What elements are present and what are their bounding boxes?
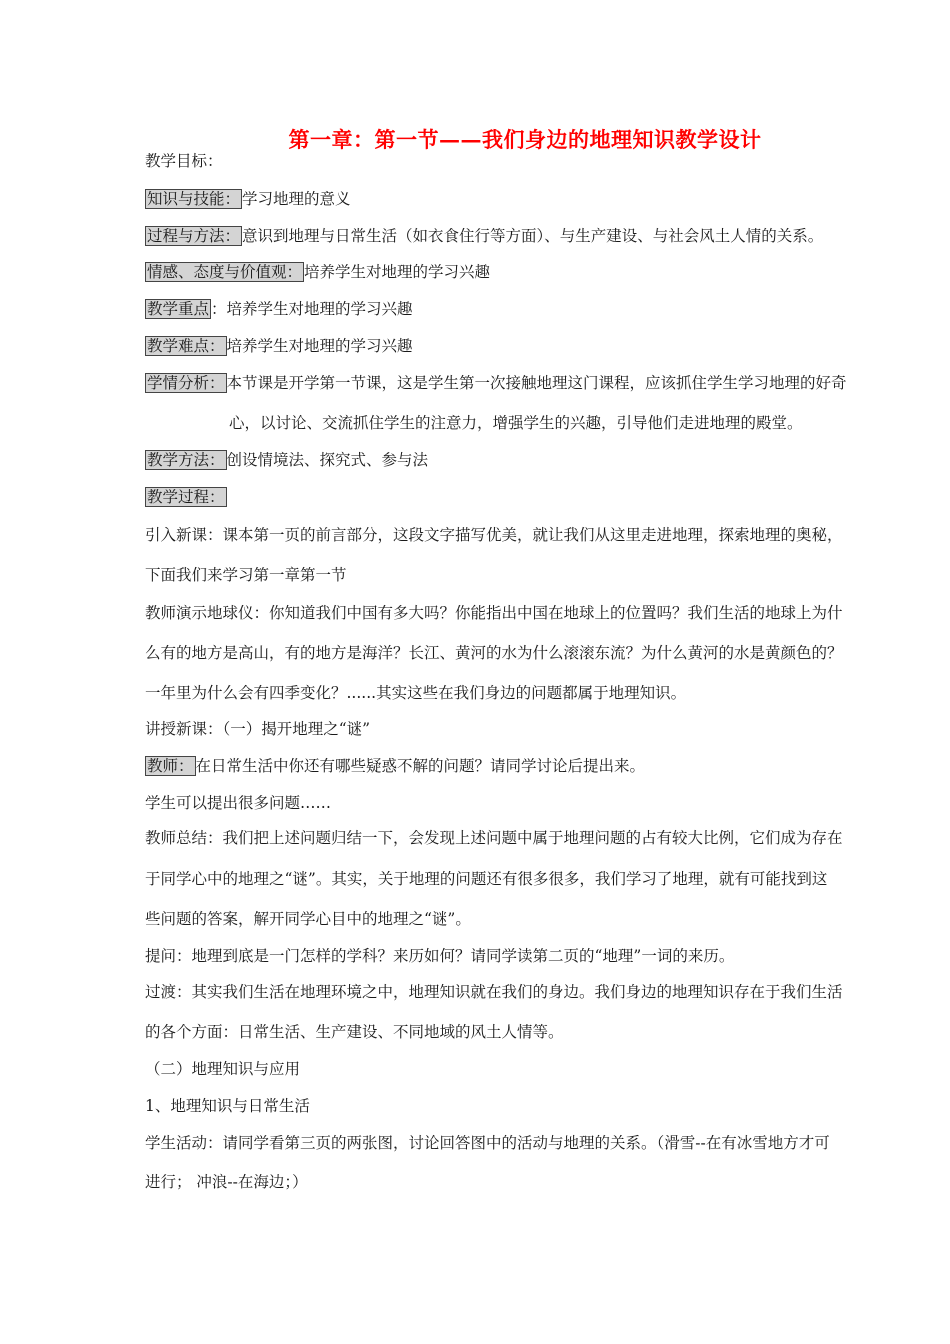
emotion-label: 情感、态度与价值观： [147,263,303,281]
knowledge-text: 学习地理的意义 [242,190,351,208]
analysis-label: 学情分析： [147,374,225,392]
analysis-line-1 [145,373,847,393]
body-line: 教师总结：我们把上述问题归结一下，会发现上述问题中属于地理问题的占有较大比例，它们成为存在 [145,829,843,847]
document-title: 第一章：第一节——我们身边的地理知识教学设计 [288,127,762,152]
body-line: 学生活动：请同学看第三页的两张图，讨论回答图中的活动与地理的关系。（滑雪--在有冰雪地方才可 [145,1134,830,1152]
key-point-text: ：培养学生对地理的学习兴趣 [211,300,413,318]
analysis-line-2: 心，以讨论、交流抓住学生的注意力，增强学生的兴趣，引导他们走进地理的殿堂。 [229,414,803,432]
method-line [145,450,428,470]
method-text: 创设情境法、探究式、参与法 [226,451,429,469]
teacher-text: 在日常生活中你还有哪些疑惑不解的问题？请同学讨论后提出来。 [195,757,646,775]
body-line: 引入新课：课本第一页的前言部分，这段文字描写优美，就让我们从这里走进地理，探索地理的奥秘， [145,526,843,544]
body-line: 讲授新课：（一）揭开地理之“谜” [145,720,371,738]
body-line: 1、地理知识与日常生活 [145,1097,310,1115]
procedure-label: 教学过程： [147,488,225,506]
body-line: （二）地理知识与应用 [145,1060,301,1078]
analysis-text-1: 本节课是开学第一节课，这是学生第一次接触地理这门课程，应该抓住学生学习地理的好奇 [226,374,847,392]
body-line: 提问：地理到底是一门怎样的学科？来历如何？请同学读第二页的“地理”一词的来历。 [145,947,735,965]
process-label: 过程与方法： [147,227,241,245]
difficulty-label: 教学难点： [147,337,225,355]
procedure-line [145,487,227,507]
body-line: 过渡：其实我们生活在地理环境之中，地理知识就在我们的身边。我们身边的地理知识存在于我们生活 [145,983,843,1001]
key-point-label: 教学重点 [147,300,210,318]
body-line: 于同学心中的地理之“谜”。其实，关于地理的问题还有很多很多，我们学习了地理，就有可能找到这 [145,870,828,888]
emotion-line [145,262,490,282]
difficulty-line [145,336,413,356]
key-point-line [145,299,413,319]
body-line: 学生可以提出很多问题…… [145,794,332,812]
objectives-heading: 教学目标： [145,152,223,170]
teacher-label: 教师： [147,757,194,775]
knowledge-label: 知识与技能： [147,190,241,208]
body-line: 下面我们来学习第一章第一节 [145,566,347,584]
body-line: 一年里为什么会有四季变化？......其实这些在我们身边的问题都属于地理知识。 [145,684,687,702]
body-line: 的各个方面：日常生活、生产建设、不同地域的风土人情等。 [145,1023,564,1041]
difficulty-text: 培养学生对地理的学习兴趣 [226,337,413,355]
process-text: 意识到地理与日常生活（如衣食住行等方面）、与生产建设、与社会风土人情的关系。 [242,227,824,245]
body-line: 些问题的答案，解开同学心目中的地理之“谜”。 [145,910,471,928]
body-line: 教师演示地球仪：你知道我们中国有多大吗？你能指出中国在地球上的位置吗？我们生活的地球上为什 [145,604,843,622]
teacher-line [145,756,645,776]
method-label: 教学方法： [147,451,225,469]
process-line [145,226,823,246]
emotion-text: 培养学生对地理的学习兴趣 [304,263,491,281]
body-line: 进行； 冲浪--在海边；） [145,1173,308,1191]
body-line: 么有的地方是高山，有的地方是海洋？长江、黄河的水为什么滚滚东流？为什么黄河的水是黄颜色的？ [145,644,843,662]
knowledge-line [145,189,351,209]
